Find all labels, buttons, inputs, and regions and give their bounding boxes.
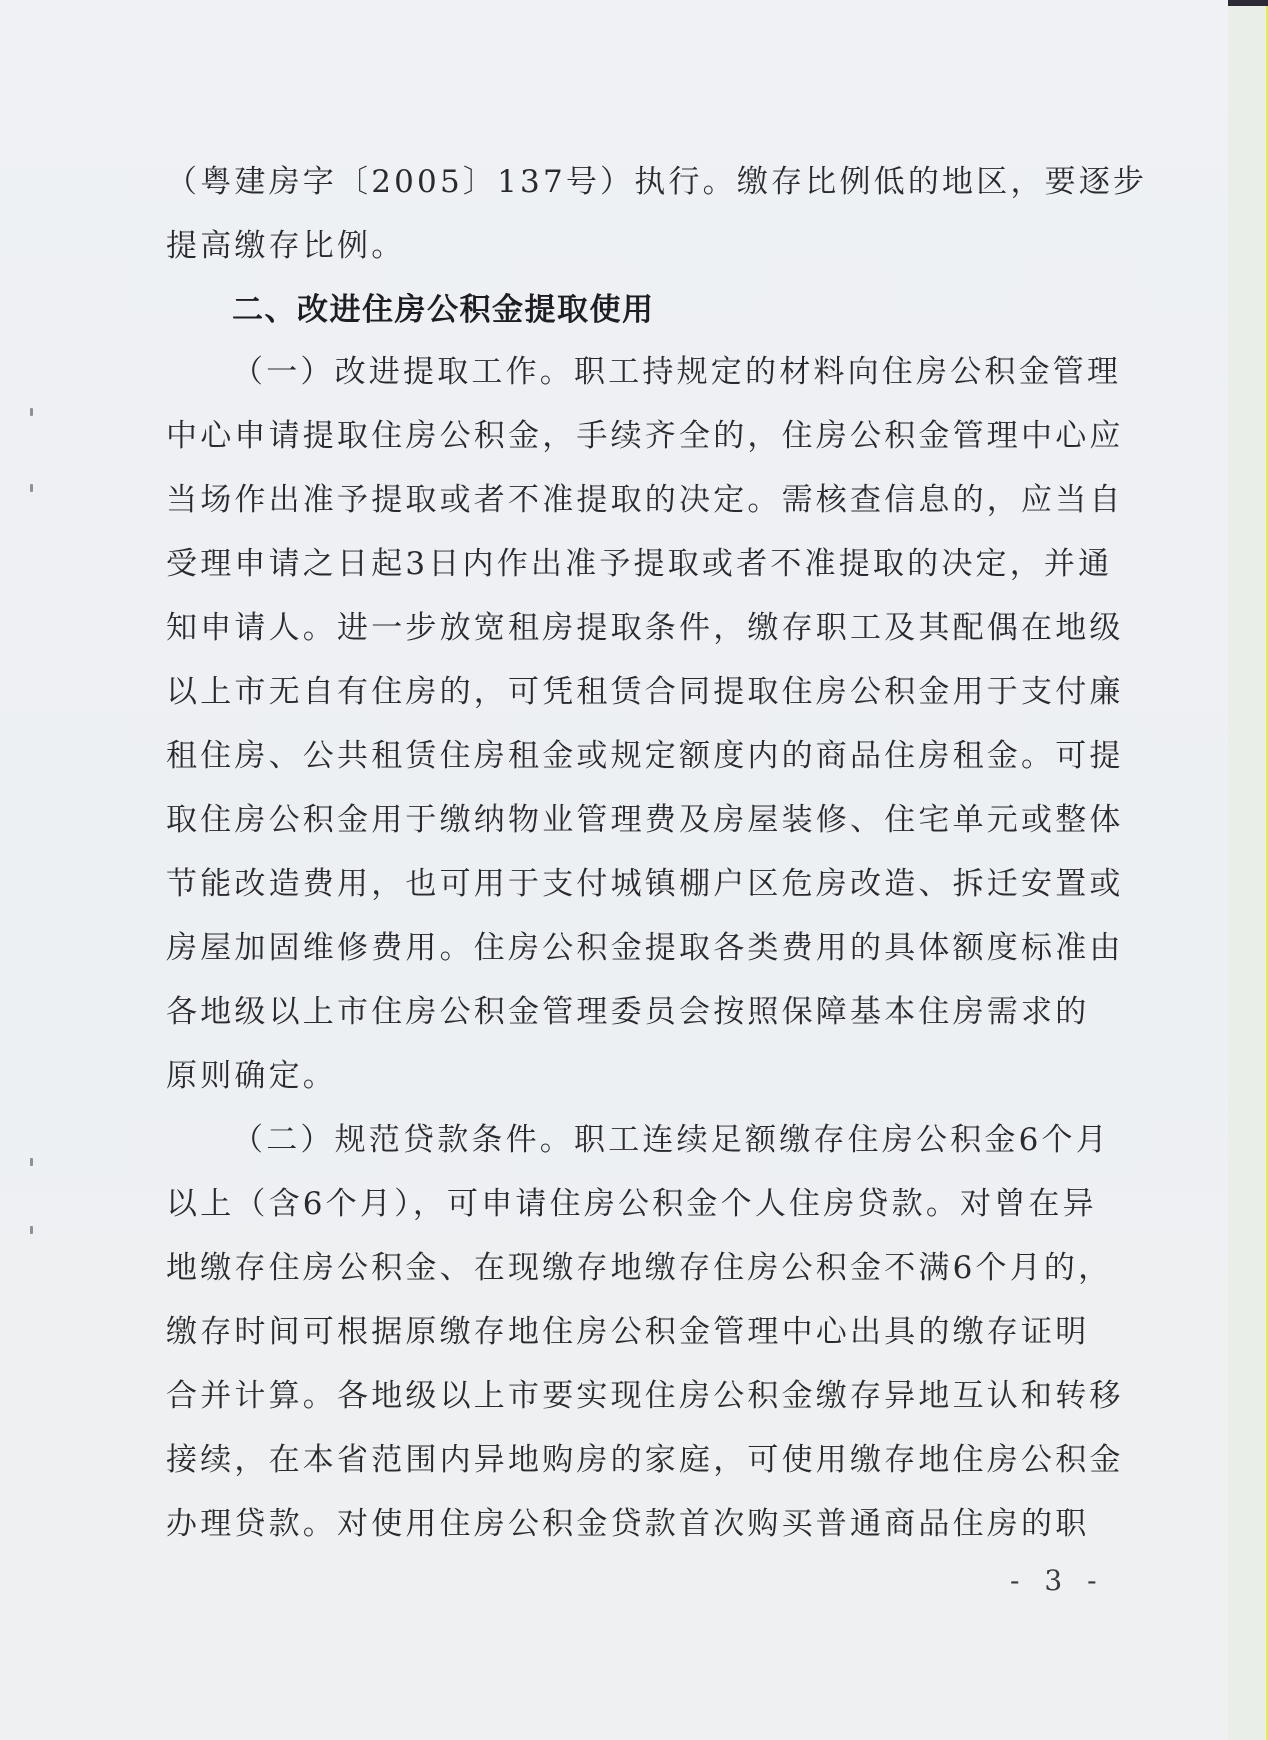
body-line-5: 中心申请提取住房公积金，手续齐全的，住房公积金管理中心应 <box>166 418 1124 454</box>
scanner-top-mark <box>1228 0 1268 6</box>
body-line-6: 当场作出准予提取或者不准提取的决定。需核查信息的，应当自 <box>166 482 1124 518</box>
body-line-9: 以上市无自有住房的，可凭租赁合同提取住房公积金用于支付廉 <box>166 674 1124 710</box>
body-line-17: 以上（含6个月），可申请住房公积金个人住房贷款。对曾在异 <box>166 1186 1097 1222</box>
body-line-18: 地缴存住房公积金、在现缴存地缴存住房公积金不满6个月的， <box>166 1250 1113 1286</box>
body-line-21: 接续，在本省范围内异地购房的家庭，可使用缴存地住房公积金 <box>166 1442 1124 1478</box>
page-number: - 3 - <box>1010 1564 1105 1597</box>
body-line-20: 合并计算。各地级以上市要实现住房公积金缴存异地互认和转移 <box>166 1378 1124 1414</box>
body-line-15: 原则确定。 <box>166 1058 337 1094</box>
body-line-8: 知申请人。进一步放宽租房提取条件，缴存职工及其配偶在地级 <box>166 610 1124 646</box>
body-line-22: 办理贷款。对使用住房公积金贷款首次购买普通商品住房的职 <box>166 1506 1090 1542</box>
body-line-1: （粤建房字〔2005〕137号）执行。缴存比例低的地区，要逐步 <box>166 164 1148 200</box>
binding-hole-mark <box>30 1226 33 1234</box>
body-line-2: 提高缴存比例。 <box>166 228 406 264</box>
body-line-10: 租住房、公共租赁住房租金或规定额度内的商品住房租金。可提 <box>166 738 1124 774</box>
body-line-12: 节能改造费用，也可用于支付城镇棚户区危房改造、拆迁安置或 <box>166 866 1124 902</box>
binding-hole-mark <box>30 408 33 416</box>
binding-hole-mark <box>30 1158 33 1166</box>
scanner-edge-strip <box>1228 0 1266 1740</box>
binding-hole-mark <box>30 484 33 492</box>
body-line-13: 房屋加固维修费用。住房公积金提取各类费用的具体额度标准由 <box>166 930 1124 966</box>
section-heading: 二、改进住房公积金提取使用 <box>232 292 655 328</box>
subsection-1-start: （一）改进提取工作。职工持规定的材料向住房公积金管理 <box>232 354 1122 390</box>
body-line-7: 受理申请之日起3日内作出准予提取或者不准提取的决定，并通 <box>166 546 1113 582</box>
body-line-11: 取住房公积金用于缴纳物业管理费及房屋装修、住宅单元或整体 <box>166 802 1124 838</box>
body-line-14: 各地级以上市住房公积金管理委员会按照保障基本住房需求的 <box>166 994 1090 1030</box>
subsection-2-start: （二）规范贷款条件。职工连续足额缴存住房公积金6个月 <box>232 1122 1110 1158</box>
body-line-19: 缴存时间可根据原缴存地住房公积金管理中心出具的缴存证明 <box>166 1314 1090 1350</box>
